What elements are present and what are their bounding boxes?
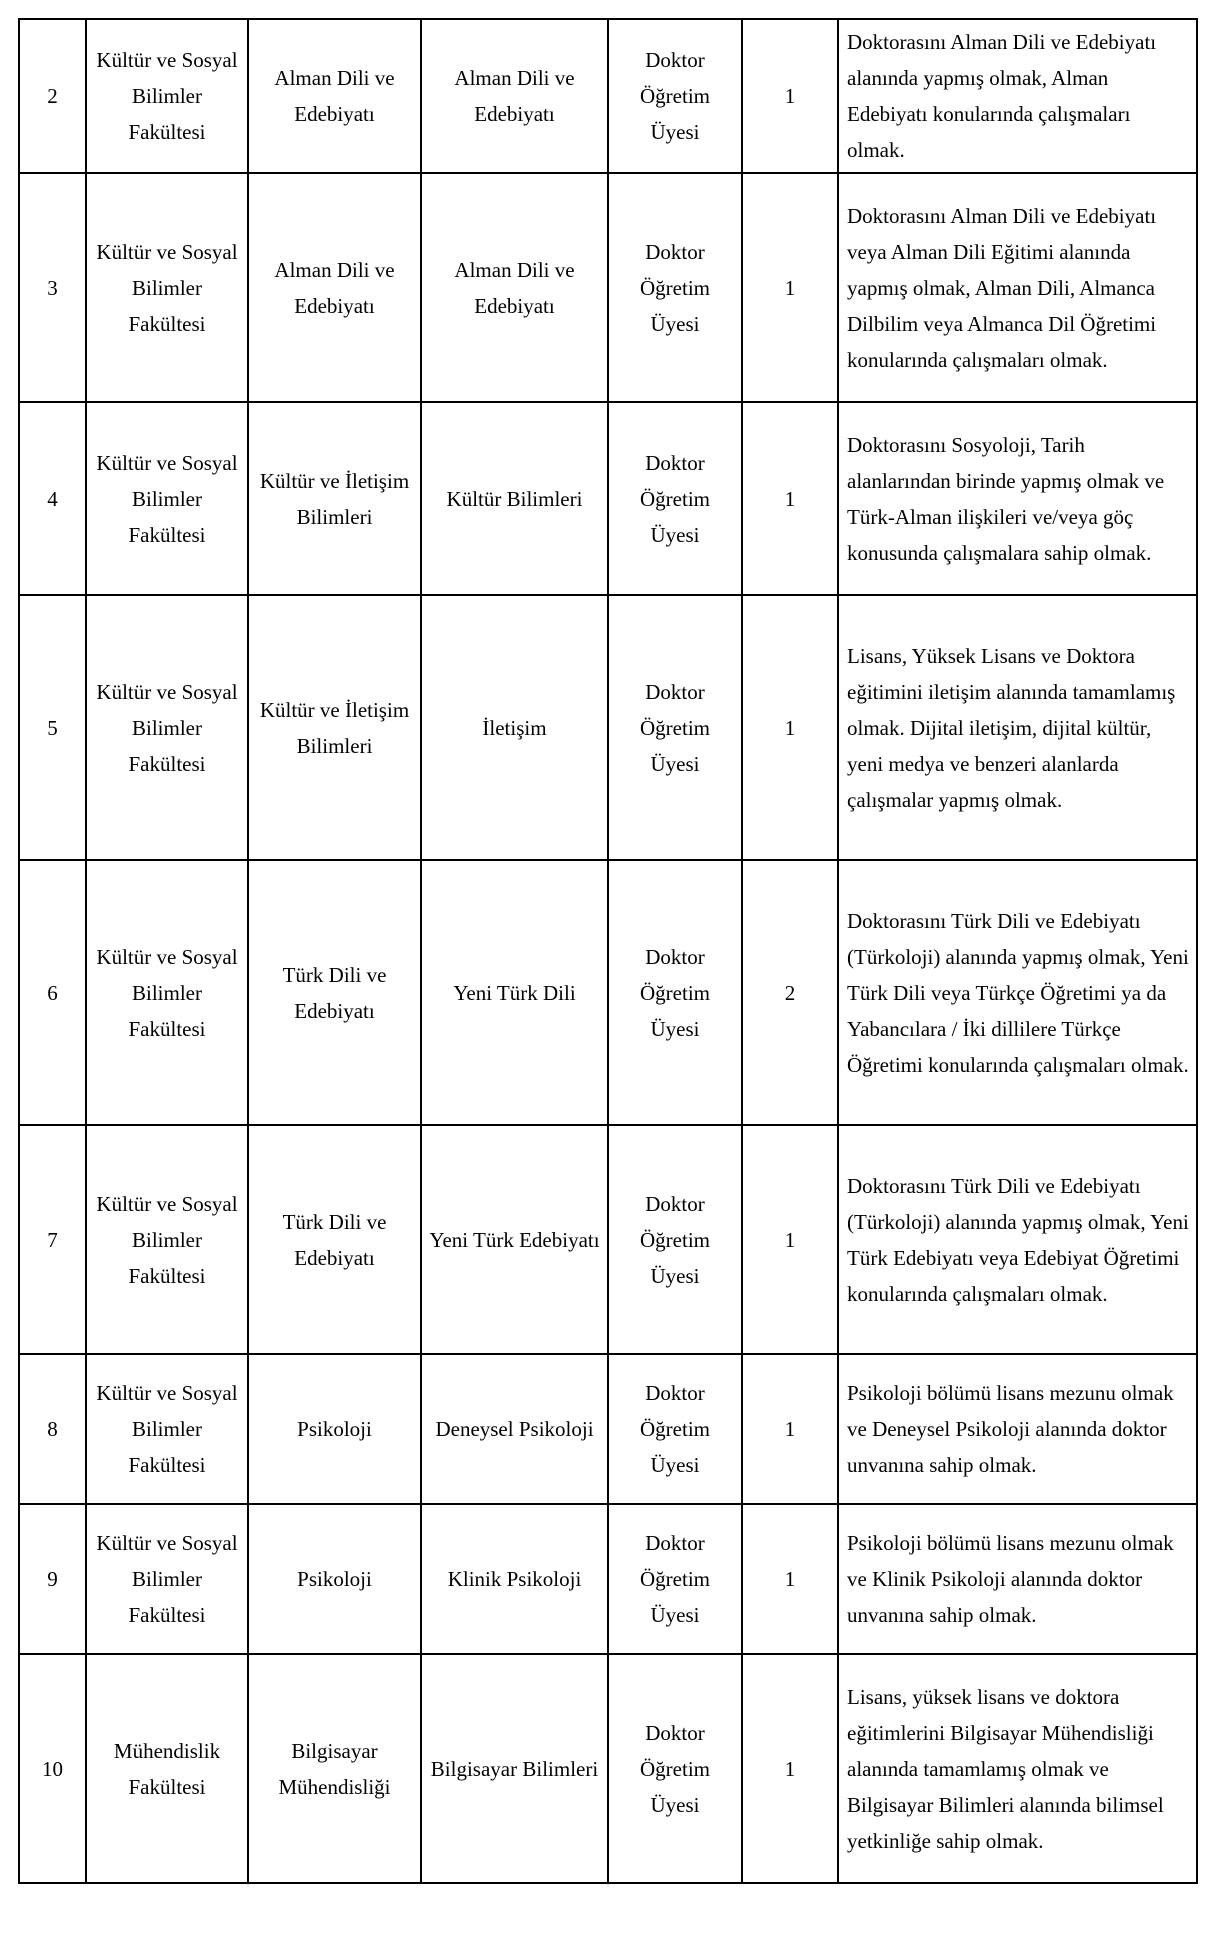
table-row (19, 402, 1197, 595)
cell-title: Doktor Öğretim Üyesi (608, 1504, 742, 1654)
table-row (19, 860, 1197, 1125)
table-row (19, 19, 1197, 173)
cell-field: Klinik Psikoloji (421, 1504, 608, 1654)
table-row (19, 1354, 1197, 1504)
cell-department: Türk Dili ve Edebiyatı (248, 1125, 421, 1354)
cell-count: 1 (742, 173, 838, 402)
cell-department: Alman Dili ve Edebiyatı (248, 19, 421, 173)
cell-requirements: Doktorasını Alman Dili ve Edebiyatı alanında yapmış olmak, Alman Edebiyatı konularında çalışmaları olmak. (838, 19, 1197, 173)
cell-requirements: Psikoloji bölümü lisans mezunu olmak ve Klinik Psikoloji alanında doktor unvanına sahip olmak. (838, 1504, 1197, 1654)
cell-faculty: Kültür ve Sosyal Bilimler Fakültesi (86, 1354, 248, 1504)
cell-count: 2 (742, 860, 838, 1125)
table-row (19, 1504, 1197, 1654)
cell-row-number: 4 (19, 402, 86, 595)
cell-count: 1 (742, 1354, 838, 1504)
cell-count: 1 (742, 1125, 838, 1354)
cell-row-number: 2 (19, 19, 86, 173)
cell-count: 1 (742, 595, 838, 860)
cell-count: 1 (742, 1504, 838, 1654)
cell-field: Deneysel Psikoloji (421, 1354, 608, 1504)
cell-requirements: Doktorasını Türk Dili ve Edebiyatı (Türkoloji) alanında yapmış olmak, Yeni Türk Dili veya Türkçe Öğretimi ya da Yabancılara / İki dillilere Türkçe Öğretimi konularında çalışmaları olmak. (838, 860, 1197, 1125)
cell-row-number: 6 (19, 860, 86, 1125)
cell-requirements: Psikoloji bölümü lisans mezunu olmak ve Deneysel Psikoloji alanında doktor unvanına sahip olmak. (838, 1354, 1197, 1504)
cell-title: Doktor Öğretim Üyesi (608, 1354, 742, 1504)
cell-department: Türk Dili ve Edebiyatı (248, 860, 421, 1125)
cell-faculty: Kültür ve Sosyal Bilimler Fakültesi (86, 1125, 248, 1354)
cell-row-number: 9 (19, 1504, 86, 1654)
cell-requirements: Lisans, Yüksek Lisans ve Doktora eğitimini iletişim alanında tamamlamış olmak. Dijital iletişim, dijital kültür, yeni medya ve benzeri alanlarda çalışmalar yapmış olmak. (838, 595, 1197, 860)
cell-row-number: 7 (19, 1125, 86, 1354)
cell-field: Yeni Türk Edebiyatı (421, 1125, 608, 1354)
cell-department: Alman Dili ve Edebiyatı (248, 173, 421, 402)
cell-faculty: Kültür ve Sosyal Bilimler Fakültesi (86, 1504, 248, 1654)
cell-field: Bilgisayar Bilimleri (421, 1654, 608, 1883)
cell-row-number: 8 (19, 1354, 86, 1504)
cell-field: Yeni Türk Dili (421, 860, 608, 1125)
cell-faculty: Kültür ve Sosyal Bilimler Fakültesi (86, 860, 248, 1125)
cell-faculty: Mühendislik Fakültesi (86, 1654, 248, 1883)
cell-faculty: Kültür ve Sosyal Bilimler Fakültesi (86, 402, 248, 595)
cell-faculty: Kültür ve Sosyal Bilimler Fakültesi (86, 595, 248, 860)
cell-title: Doktor Öğretim Üyesi (608, 1125, 742, 1354)
cell-department: Psikoloji (248, 1354, 421, 1504)
cell-department: Kültür ve İletişim Bilimleri (248, 595, 421, 860)
cell-title: Doktor Öğretim Üyesi (608, 1654, 742, 1883)
cell-field: Alman Dili ve Edebiyatı (421, 173, 608, 402)
cell-count: 1 (742, 1654, 838, 1883)
cell-requirements: Doktorasını Sosyoloji, Tarih alanlarından birinde yapmış olmak ve Türk-Alman ilişkileri ve/veya göç konusunda çalışmalara sahip olmak. (838, 402, 1197, 595)
table-row (19, 595, 1197, 860)
cell-field: Kültür Bilimleri (421, 402, 608, 595)
cell-faculty: Kültür ve Sosyal Bilimler Fakültesi (86, 19, 248, 173)
cell-title: Doktor Öğretim Üyesi (608, 402, 742, 595)
cell-requirements: Doktorasını Türk Dili ve Edebiyatı (Türkoloji) alanında yapmış olmak, Yeni Türk Edebiyatı veya Edebiyat Öğretimi konularında çalışmaları olmak. (838, 1125, 1197, 1354)
cell-count: 1 (742, 19, 838, 173)
cell-count: 1 (742, 402, 838, 595)
cell-row-number: 5 (19, 595, 86, 860)
academic-positions-table (18, 18, 1198, 1884)
cell-faculty: Kültür ve Sosyal Bilimler Fakültesi (86, 173, 248, 402)
cell-department: Bilgisayar Mühendisliği (248, 1654, 421, 1883)
cell-title: Doktor Öğretim Üyesi (608, 860, 742, 1125)
cell-row-number: 10 (19, 1654, 86, 1883)
table-row (19, 173, 1197, 402)
cell-requirements: Lisans, yüksek lisans ve doktora eğitimlerini Bilgisayar Mühendisliği alanında tamamlamış olmak ve Bilgisayar Bilimleri alanında bilimsel yetkinliğe sahip olmak. (838, 1654, 1197, 1883)
cell-field: İletişim (421, 595, 608, 860)
table-row (19, 1654, 1197, 1883)
cell-field: Alman Dili ve Edebiyatı (421, 19, 608, 173)
cell-department: Psikoloji (248, 1504, 421, 1654)
cell-title: Doktor Öğretim Üyesi (608, 19, 742, 173)
cell-title: Doktor Öğretim Üyesi (608, 173, 742, 402)
table-row (19, 1125, 1197, 1354)
cell-requirements: Doktorasını Alman Dili ve Edebiyatı veya Alman Dili Eğitimi alanında yapmış olmak, Alman Dili, Almanca Dilbilim veya Almanca Dil Öğretimi konularında çalışmaları olmak. (838, 173, 1197, 402)
cell-title: Doktor Öğretim Üyesi (608, 595, 742, 860)
cell-row-number: 3 (19, 173, 86, 402)
cell-department: Kültür ve İletişim Bilimleri (248, 402, 421, 595)
